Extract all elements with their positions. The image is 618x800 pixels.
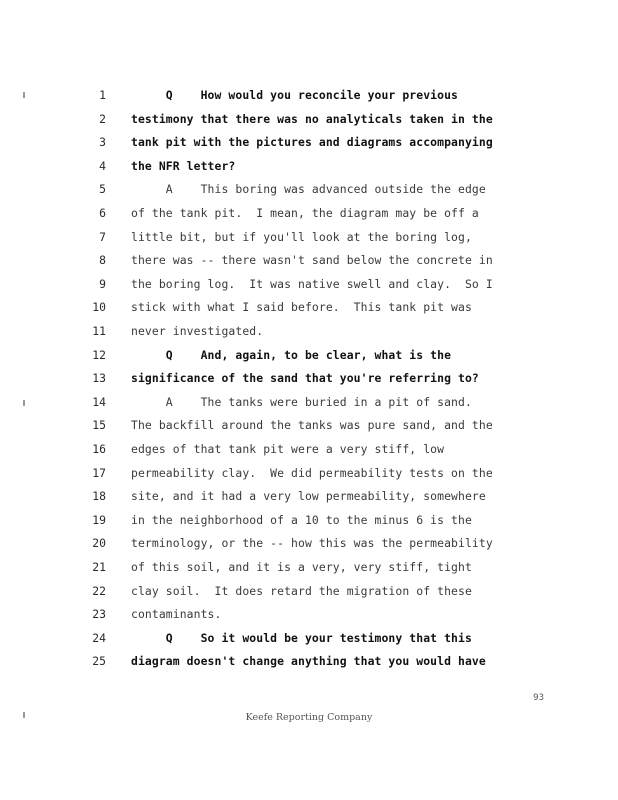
transcript-line <box>0 418 618 442</box>
line-number: 5 <box>99 182 106 197</box>
transcript-line <box>0 584 618 608</box>
line-text: the NFR letter? <box>131 158 236 173</box>
line-number: 2 <box>99 111 106 126</box>
transcript-line <box>0 159 618 183</box>
transcript-line <box>0 112 618 136</box>
line-text: A This boring was advanced outside the edge <box>131 182 486 197</box>
transcript-line <box>0 206 618 230</box>
line-number: 12 <box>92 347 106 362</box>
line-text: Q And, again, to be clear, what is the <box>131 347 452 362</box>
transcript-line <box>0 371 618 395</box>
transcript-line <box>0 560 618 584</box>
transcript-line <box>0 277 618 301</box>
line-number: 6 <box>99 206 106 220</box>
transcript-line <box>0 395 618 419</box>
transcript-line <box>0 88 618 112</box>
line-text: The backfill around the tanks was pure sand, and the <box>131 418 493 433</box>
line-text: site, and it had a very low permeability, somewhere <box>131 489 486 504</box>
line-number: 11 <box>92 324 106 338</box>
line-text: stick with what I said before. This tank pit was <box>131 300 472 315</box>
transcript-line <box>0 631 618 655</box>
page-number: 93 <box>533 693 544 703</box>
line-number: 20 <box>92 536 106 551</box>
line-number: 10 <box>92 300 106 315</box>
line-number: 1 <box>99 88 106 102</box>
transcript-line <box>0 489 618 513</box>
line-text: of the tank pit. I mean, the diagram may be off a <box>131 206 479 220</box>
line-text: never investigated. <box>131 324 264 338</box>
line-number: 24 <box>92 630 106 645</box>
transcript-line <box>0 654 618 678</box>
line-number: 23 <box>92 607 106 622</box>
line-number: 13 <box>92 371 106 386</box>
line-text: contaminants. <box>131 607 222 622</box>
line-text: edges of that tank pit were a very stiff, low <box>131 442 445 456</box>
line-number: 4 <box>99 158 106 173</box>
line-number: 17 <box>92 465 106 480</box>
transcript-line <box>0 466 618 490</box>
transcript-line <box>0 607 618 631</box>
line-text: A The tanks were buried in a pit of sand. <box>131 394 472 409</box>
line-text: there was -- there wasn't sand below the concrete in <box>131 253 493 268</box>
line-text: of this soil, and it is a very, very stiff, tight <box>131 560 472 574</box>
line-text: diagram doesn't change anything that you would have <box>131 654 486 669</box>
line-text: Q How would you reconcile your previous <box>131 88 459 102</box>
footer-reporter: Keefe Reporting Company <box>245 712 373 723</box>
line-number: 14 <box>92 394 106 409</box>
transcript-line <box>0 230 618 254</box>
line-number: 18 <box>92 489 106 504</box>
line-number: 7 <box>99 229 106 244</box>
line-number: 3 <box>99 135 106 150</box>
line-text: little bit, but if you'll look at the boring log, <box>131 229 472 244</box>
transcript-line <box>0 348 618 372</box>
line-text: tank pit with the pictures and diagrams accompanying <box>131 135 493 150</box>
line-number: 16 <box>92 442 106 456</box>
transcript-line <box>0 324 618 348</box>
line-text: testimony that there was no analyticals taken in the <box>131 111 493 126</box>
transcript-line <box>0 300 618 324</box>
line-number: 15 <box>92 418 106 433</box>
line-number: 21 <box>92 560 106 574</box>
line-number: 22 <box>92 583 106 598</box>
transcript-line <box>0 135 618 159</box>
transcript-line <box>0 442 618 466</box>
line-text: permeability clay. We did permeability tests on the <box>131 465 493 480</box>
line-text: the boring log. It was native swell and clay. So I <box>131 276 493 291</box>
transcript-line <box>0 513 618 537</box>
line-number: 25 <box>92 654 106 669</box>
line-text: in the neighborhood of a 10 to the minus 6 is the <box>131 512 472 527</box>
transcript-line <box>0 536 618 560</box>
line-text: clay soil. It does retard the migration of these <box>131 583 472 598</box>
transcript-line <box>0 182 618 206</box>
line-number: 8 <box>99 253 106 268</box>
line-text: terminology, or the -- how this was the permeability <box>131 536 493 551</box>
line-number: 9 <box>99 276 106 291</box>
line-text: Q So it would be your testimony that this <box>131 630 472 645</box>
line-number: 19 <box>92 512 106 527</box>
transcript-line <box>0 253 618 277</box>
line-text: significance of the sand that you're referring to? <box>131 371 479 386</box>
